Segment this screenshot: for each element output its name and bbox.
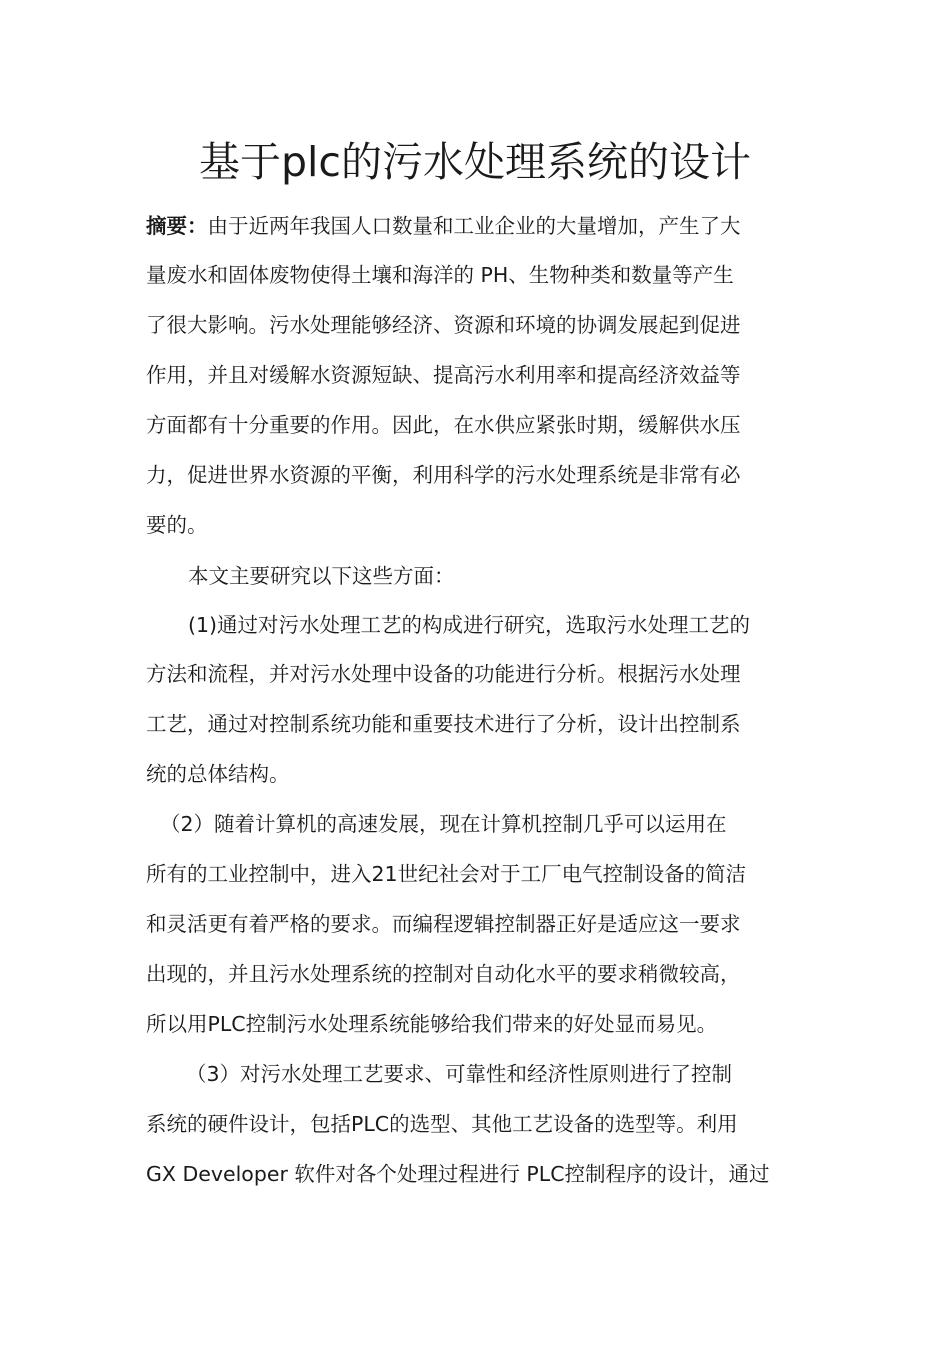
- point2-line-3: 和灵活更有着严格的要求。而编程逻辑控制器正好是适应这一要求: [146, 912, 741, 936]
- point2-line-2: 所有的工业控制中，进入21世纪社会对于工厂电气控制设备的简洁: [146, 862, 747, 886]
- point2-line-1: （2）随着计算机的高速发展，现在计算机控制几乎可以运用在: [160, 812, 727, 836]
- abstract-line-4: 作用，并且对缓解水资源短缺、提高污水利用率和提高经济效益等: [146, 363, 741, 387]
- point3-line-3: GX Developer 软件对各个处理过程进行 PLC控制程序的设计，通过: [146, 1162, 770, 1186]
- point2-line-5: 所以用PLC控制污水处理系统能够给我们带来的好处显而易见。: [146, 1012, 718, 1036]
- point1-line-3: 工艺，通过对控制系统功能和重要技术进行了分析，设计出控制系: [146, 712, 741, 736]
- point3-line-1: （3）对污水处理工艺要求、可靠性和经济性原则进行了控制: [186, 1062, 733, 1086]
- point1-line-2: 方法和流程，并对污水处理中设备的功能进行分析。根据污水处理: [146, 662, 741, 686]
- abstract-line-2: 量废水和固体废物使得土壤和海洋的 PH、生物种类和数量等产生: [146, 263, 734, 287]
- point2-line-4: 出现的，并且污水处理系统的控制对自动化水平的要求稍微较高，: [146, 962, 741, 986]
- abstract-line-1: [146, 211, 741, 241]
- abstract-line-7: 要的。: [146, 513, 208, 537]
- abstract-line-3: 了很大影响。污水处理能够经济、资源和环境的协调发展起到促进: [146, 313, 741, 337]
- document-title: 基于plc的污水处理系统的设计: [199, 138, 751, 186]
- point1-line-1: (1)通过对污水处理工艺的构成进行研究，选取污水处理工艺的: [188, 613, 751, 637]
- point3-line-2: 系统的硬件设计，包括PLC的选型、其他工艺设备的选型等。利用: [146, 1112, 738, 1136]
- abstract-line-6: 力，促进世界水资源的平衡，利用科学的污水处理系统是非常有必: [146, 463, 741, 487]
- abstract-text: 由于近两年我国人口数量和工业企业的大量增加，产生了大: [207, 214, 741, 238]
- intro-line: 本文主要研究以下这些方面：: [188, 564, 455, 588]
- abstract-label: 摘要：: [146, 214, 208, 238]
- point1-line-4: 统的总体结构。: [146, 762, 290, 786]
- abstract-line-5: 方面都有十分重要的作用。因此，在水供应紧张时期，缓解供水压: [146, 413, 741, 437]
